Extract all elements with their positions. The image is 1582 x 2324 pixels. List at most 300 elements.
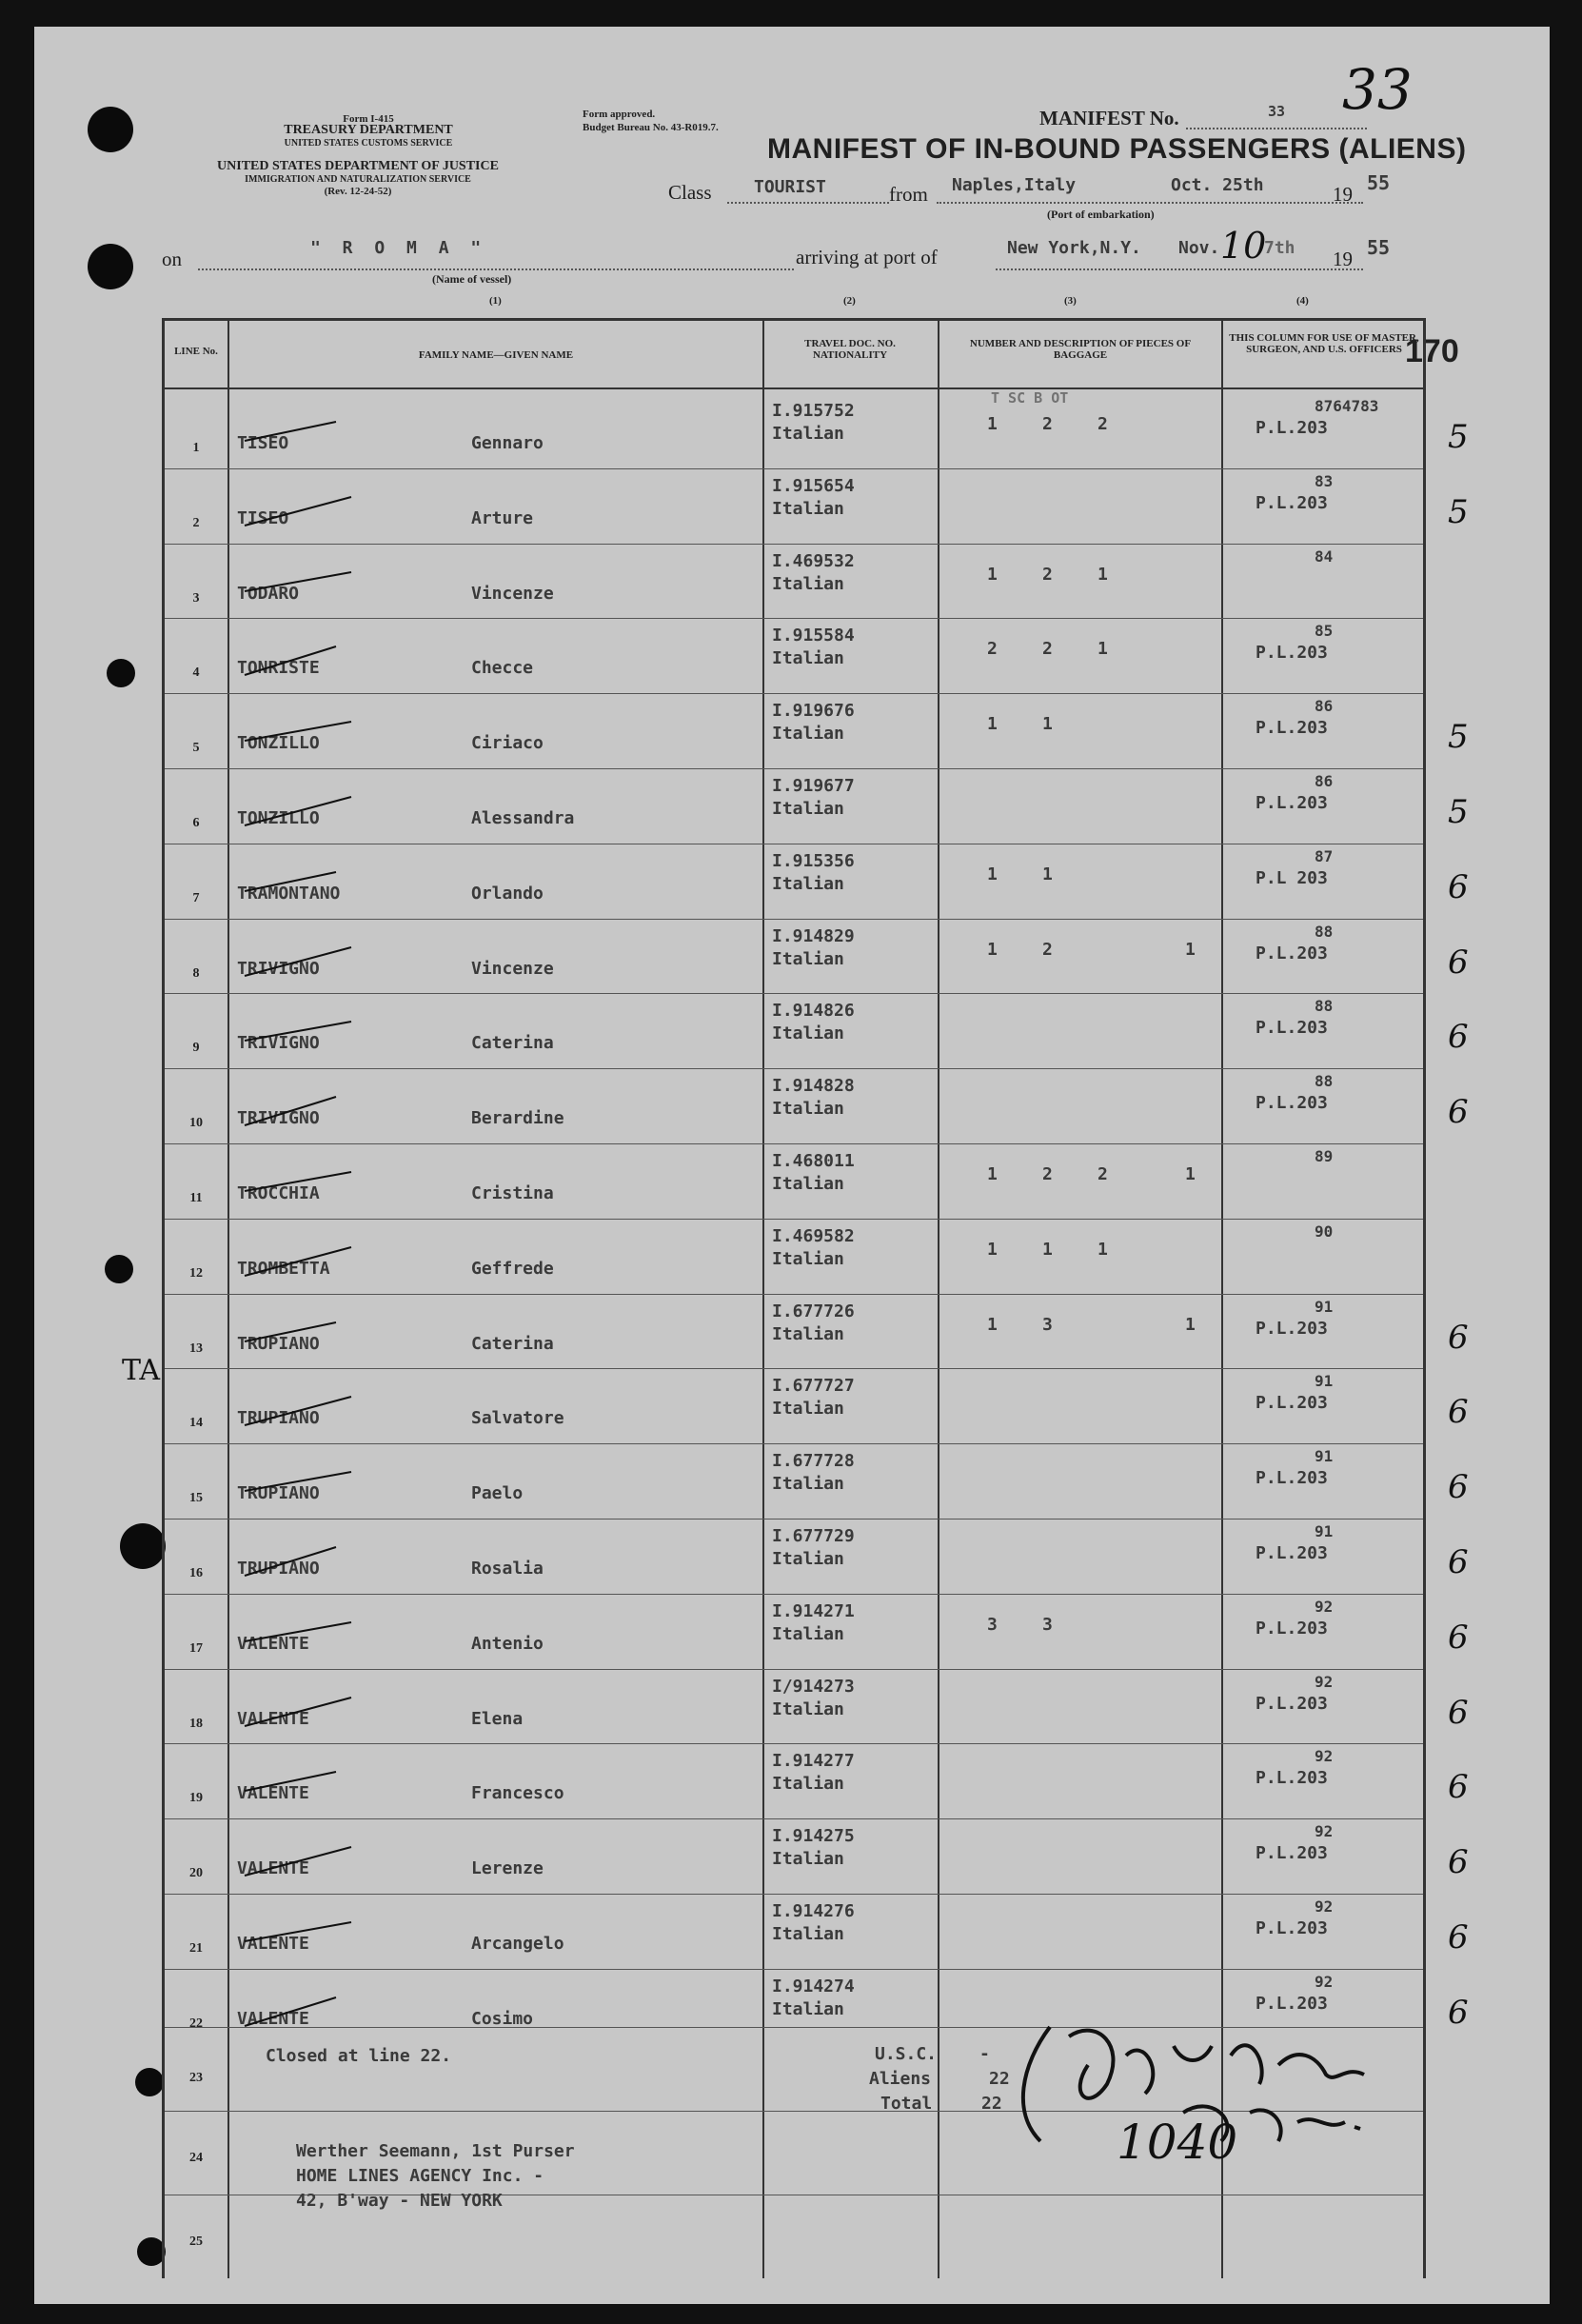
check-mark: [231, 544, 365, 618]
public-law-note: P.L.203: [1256, 1093, 1328, 1114]
line-number: 6: [192, 816, 200, 830]
public-law-note: P.L.203: [1256, 1693, 1328, 1714]
family-name: TONZILLO: [237, 808, 320, 828]
nationality: Italian: [772, 1174, 844, 1194]
baggage-count: 1: [1042, 714, 1053, 735]
public-law-note: P.L.203: [1256, 1843, 1328, 1864]
nationality: Italian: [772, 498, 844, 519]
arrival-year-prefix: 19: [1333, 248, 1353, 270]
nationality: Italian: [772, 648, 844, 669]
total-value: 22: [981, 2094, 1002, 2114]
nationality: Italian: [772, 1099, 844, 1120]
punch-hole: [88, 244, 133, 289]
family-name: TRIVIGNO: [237, 1033, 320, 1054]
baggage-count: 1: [987, 1164, 998, 1184]
travel-doc-number: I.677729: [772, 1526, 855, 1546]
col-head-baggage: NUMBER AND DESCRIPTION OF PIECES OF BAGGAGE: [969, 338, 1192, 361]
manifest-page: [34, 27, 1550, 2304]
public-law-note: P.L.203: [1256, 1918, 1328, 1938]
table-row: [165, 1894, 1469, 1968]
from-label: from: [889, 183, 928, 206]
family-name: VALENTE: [237, 1708, 309, 1729]
public-law-note: P.L.203: [1256, 1993, 1328, 2014]
form-approved: Form approved.: [583, 109, 656, 120]
check-mark: [231, 1594, 365, 1668]
line-number: 20: [189, 1866, 203, 1881]
check-mark: [231, 1294, 365, 1368]
handwritten-code: 6: [1448, 1618, 1469, 1657]
given-name: Caterina: [471, 1033, 554, 1054]
col-number-1: (1): [489, 295, 502, 307]
embark-year-suffix: 55: [1367, 171, 1391, 194]
serial-number: 91: [1315, 1372, 1334, 1391]
handwritten-code: 5: [1448, 793, 1469, 831]
punch-hole: [107, 659, 135, 687]
travel-doc-number: I.914271: [772, 1600, 855, 1621]
check-mark: [231, 1143, 365, 1218]
col-head-officers: THIS COLUMN FOR USE OF MASTER, SURGEON, AND U.S. OFFICERS: [1229, 332, 1419, 355]
table-row: [165, 693, 1469, 767]
check-mark: [231, 919, 365, 993]
given-name: Gennaro: [471, 433, 544, 453]
given-name: Paelo: [471, 1483, 524, 1504]
check-mark: [231, 768, 365, 843]
closed-at-line: Closed at line 22.: [266, 2046, 452, 2066]
handwritten-code: 6: [1448, 1318, 1469, 1357]
travel-doc-number: I/914273: [772, 1676, 855, 1697]
nationality: Italian: [772, 1623, 844, 1644]
baggage-subheads: T SC B OT: [991, 389, 1069, 407]
manifest-no-handwritten: 33: [1342, 57, 1413, 122]
travel-doc-number: I.469532: [772, 550, 855, 571]
line-number: 2: [192, 515, 200, 530]
public-law-note: P.L.203: [1256, 643, 1328, 664]
vessel-note: (Name of vessel): [432, 272, 512, 286]
given-name: Cristina: [471, 1183, 554, 1203]
check-mark: [231, 1443, 365, 1518]
baggage-count: 1: [1185, 939, 1196, 960]
family-name: TRUPIANO: [237, 1333, 320, 1354]
serial-number: 85: [1315, 622, 1334, 641]
embark-port: Naples,Italy: [952, 175, 1077, 195]
usc-label: U.S.C.: [875, 2044, 938, 2064]
ins-service: IMMIGRATION AND NATURALIZATION SERVICE: [245, 174, 471, 185]
family-name: VALENTE: [237, 2008, 309, 2029]
justice-dept: UNITED STATES DEPARTMENT OF JUSTICE: [217, 159, 499, 173]
baggage-count: 2: [1098, 1164, 1108, 1184]
given-name: Orlando: [471, 883, 544, 904]
serial-number: 92: [1315, 1672, 1334, 1691]
serial-number: 92: [1315, 1972, 1334, 1991]
public-law-note: P.L.203: [1256, 1393, 1328, 1414]
travel-doc-number: I.919676: [772, 701, 855, 722]
line-number: 4: [192, 665, 200, 681]
table-row: [165, 1743, 1469, 1817]
public-law-note: P.L.203: [1256, 418, 1328, 438]
nationality: Italian: [772, 424, 844, 444]
nationality: Italian: [772, 1023, 844, 1044]
page-number: 170: [1405, 333, 1459, 369]
given-name: Vincenze: [471, 958, 554, 979]
nationality: Italian: [772, 573, 844, 594]
given-name: Checce: [471, 658, 534, 679]
on-label: on: [162, 248, 182, 270]
check-mark: [231, 1669, 365, 1743]
public-law-note: P.L.203: [1256, 1618, 1328, 1639]
travel-doc-number: I.915654: [772, 475, 855, 496]
line-number: 8: [192, 965, 200, 981]
serial-number: 84: [1315, 546, 1334, 566]
given-name: Arcangelo: [471, 1934, 564, 1954]
given-name: Salvatore: [471, 1408, 564, 1429]
given-name: Arture: [471, 507, 534, 528]
col-number-3: (3): [1064, 295, 1077, 307]
punch-hole: [135, 2068, 164, 2096]
public-law-note: P.L.203: [1256, 1018, 1328, 1039]
baggage-count: 1: [987, 1239, 998, 1260]
punch-hole: [120, 1523, 166, 1569]
col-head-name: FAMILY NAME—GIVEN NAME: [418, 349, 574, 361]
manifest-no: 33: [1268, 103, 1286, 120]
travel-doc-number: I.469582: [772, 1225, 855, 1246]
given-name: Vincenze: [471, 583, 554, 604]
nationality: Italian: [772, 1248, 844, 1269]
line-number: 19: [189, 1791, 203, 1806]
line-number: 11: [189, 1191, 203, 1205]
nationality: Italian: [772, 1474, 844, 1495]
table-row: [165, 1818, 1469, 1893]
table-row: [165, 919, 1469, 993]
handwritten-code: 6: [1448, 1693, 1469, 1732]
line-number: 1: [192, 441, 200, 455]
manifest-no-label: MANIFEST No.: [1039, 107, 1179, 129]
given-name: Antenio: [471, 1633, 544, 1654]
nationality: Italian: [772, 799, 844, 819]
public-law-note: P.L.203: [1256, 1768, 1328, 1789]
handwritten-code: 6: [1448, 1543, 1469, 1581]
table-row: [165, 393, 1469, 467]
baggage-count: 1: [1098, 1239, 1108, 1260]
class-label: Class: [668, 181, 712, 204]
given-name: Geffrede: [471, 1258, 554, 1279]
baggage-count: 1: [987, 864, 998, 884]
public-law-note: P.L.203: [1256, 793, 1328, 813]
travel-doc-number: I.677726: [772, 1301, 855, 1321]
handwritten-code: 6: [1448, 1918, 1469, 1957]
serial-number: 92: [1315, 1822, 1334, 1841]
nationality: Italian: [772, 1399, 844, 1420]
travel-doc-number: I.914829: [772, 925, 855, 946]
public-law-note: P.L.203: [1256, 943, 1328, 963]
handwritten-code: 5: [1448, 418, 1469, 456]
line-number: 15: [189, 1491, 203, 1506]
baggage-count: 1: [1042, 864, 1053, 884]
family-name: TONRISTE: [237, 658, 320, 679]
family-name: TRUPIANO: [237, 1408, 320, 1429]
table-row: [165, 1594, 1469, 1668]
form-rev: (Rev. 12-24-52): [324, 186, 392, 197]
check-mark: [231, 1368, 365, 1442]
line-number: 3: [192, 590, 200, 606]
serial-number: 90: [1315, 1222, 1334, 1241]
table-row: [165, 468, 1469, 543]
check-mark: [231, 1818, 365, 1893]
handwritten-number: 1040: [1117, 2115, 1238, 2170]
family-name: TROCCHIA: [237, 1183, 320, 1203]
port-embarkation-note: (Port of embarkation): [1047, 208, 1155, 221]
given-name: Alessandra: [471, 808, 575, 828]
check-mark: [231, 1219, 365, 1293]
baggage-count: 1: [1185, 1164, 1196, 1184]
family-name: TRIVIGNO: [237, 1108, 320, 1129]
table-row: [165, 768, 1469, 843]
table-row: [165, 1519, 1469, 1593]
serial-number: 83: [1315, 471, 1334, 490]
baggage-count: 2: [1042, 564, 1053, 585]
travel-doc-number: I.914275: [772, 1826, 855, 1847]
travel-doc-number: I.468011: [772, 1151, 855, 1171]
given-name: Elena: [471, 1708, 524, 1729]
table-row: [165, 618, 1423, 692]
line-number: 7: [192, 890, 200, 905]
check-mark: [231, 468, 365, 543]
officer-signature: [983, 2008, 1383, 2151]
serial-number: 86: [1315, 697, 1334, 716]
public-law-note: P.L 203: [1256, 867, 1328, 888]
family-name: TRAMONTANO: [237, 883, 341, 904]
public-law-note: P.L.203: [1256, 718, 1328, 739]
serial-number: 87: [1315, 846, 1334, 865]
line-number: 18: [189, 1716, 203, 1731]
serial-number: 92: [1315, 1597, 1334, 1616]
check-mark: [231, 1743, 365, 1817]
travel-doc-number: I.915356: [772, 850, 855, 871]
aliens-value: 22: [989, 2069, 1010, 2089]
line-number: 23: [189, 2071, 203, 2085]
table-row: [165, 544, 1423, 618]
serial-number: 88: [1315, 997, 1334, 1016]
baggage-count: 3: [987, 1614, 998, 1635]
embark-date: Oct. 25th: [1171, 175, 1264, 195]
baggage-count: 1: [1098, 639, 1108, 660]
table-row: [165, 1068, 1469, 1142]
handwritten-code: 6: [1448, 1018, 1469, 1057]
travel-doc-number: I.914276: [772, 1901, 855, 1921]
baggage-count: 1: [987, 414, 998, 434]
given-name: Francesco: [471, 1783, 564, 1804]
baggage-count: 1: [987, 714, 998, 735]
aliens-label: Aliens: [869, 2069, 932, 2089]
check-mark: [231, 693, 365, 767]
line-number: 21: [189, 1941, 203, 1956]
table-row: [165, 1669, 1469, 1743]
nationality: Italian: [772, 1774, 844, 1795]
handwritten-code: 6: [1448, 943, 1469, 982]
travel-doc-number: I.677728: [772, 1451, 855, 1472]
family-name: TISEO: [237, 433, 289, 453]
baggage-count: 2: [987, 639, 998, 660]
family-name: TODARO: [237, 583, 300, 604]
class-value: TOURIST: [754, 177, 826, 197]
handwritten-code: 6: [1448, 1393, 1469, 1432]
purser-name: Werther Seemann, 1st Purser: [296, 2141, 575, 2161]
family-name: TRUPIANO: [237, 1483, 320, 1504]
nationality: Italian: [772, 1924, 844, 1944]
public-law-note: P.L.203: [1256, 1543, 1328, 1563]
baggage-count: 2: [1042, 414, 1053, 434]
line-number: 16: [189, 1566, 203, 1580]
table-row: [165, 1143, 1423, 1218]
serial-number: 86: [1315, 772, 1334, 790]
nationality: Italian: [772, 873, 844, 894]
table-row: [165, 844, 1469, 918]
handwritten-code: 5: [1448, 718, 1469, 757]
given-name: Ciriaco: [471, 733, 544, 754]
given-name: Caterina: [471, 1333, 554, 1354]
given-name: Lerenze: [471, 1858, 544, 1879]
customs-service: UNITED STATES CUSTOMS SERVICE: [284, 138, 453, 149]
treasury-dept: TREASURY DEPARTMENT: [284, 123, 453, 137]
baggage-count: 2: [1042, 939, 1053, 960]
arrival-day-handwritten: 10: [1220, 225, 1267, 267]
check-mark: [231, 393, 365, 467]
check-mark: [231, 1894, 365, 1968]
line-number: 5: [192, 741, 200, 756]
nationality: Italian: [772, 1549, 844, 1569]
line-number: 10: [189, 1116, 203, 1131]
agency-name: HOME LINES AGENCY Inc. -: [296, 2166, 544, 2186]
serial-number: 92: [1315, 1747, 1334, 1766]
line-number: 12: [189, 1265, 203, 1281]
check-mark: [231, 993, 365, 1067]
arrival-day-typed: 7th: [1264, 238, 1295, 258]
total-label: Total: [880, 2094, 933, 2114]
baggage-count: 2: [1042, 1164, 1053, 1184]
family-name: VALENTE: [237, 1633, 309, 1654]
embark-year-prefix: 19: [1333, 183, 1353, 206]
serial-number: 88: [1315, 1072, 1334, 1091]
nationality: Italian: [772, 1998, 844, 2019]
line-number: 14: [189, 1416, 203, 1431]
check-mark: [231, 618, 365, 692]
handwritten-code: 6: [1448, 1843, 1469, 1882]
travel-doc-number: I.915584: [772, 626, 855, 646]
baggage-count: 1: [1185, 1314, 1196, 1335]
arrival-month: Nov.: [1178, 238, 1220, 258]
family-name: VALENTE: [237, 1934, 309, 1954]
baggage-count: 2: [1098, 414, 1108, 434]
col-head-doc: TRAVEL DOC. NO. NATIONALITY: [804, 338, 896, 361]
line-number: 25: [189, 2235, 203, 2249]
travel-doc-number: I.677727: [772, 1376, 855, 1397]
punch-hole: [105, 1255, 133, 1283]
serial-number: 91: [1315, 1522, 1334, 1540]
manifest-title: MANIFEST OF IN-BOUND PASSENGERS (ALIENS): [767, 133, 1467, 165]
serial-number: 88: [1315, 922, 1334, 941]
check-mark: [231, 1068, 365, 1142]
check-mark: [231, 844, 365, 918]
arriving-label: arriving at port of: [796, 246, 938, 268]
travel-doc-number: I.919677: [772, 776, 855, 796]
line-number: 9: [192, 1041, 200, 1056]
baggage-count: 2: [1042, 639, 1053, 660]
handwritten-code: 6: [1448, 867, 1469, 906]
travel-doc-number: I.914274: [772, 1976, 855, 1996]
col-number-4: (4): [1296, 295, 1309, 307]
handwritten-code: 6: [1448, 1468, 1469, 1507]
baggage-count: 3: [1042, 1314, 1053, 1335]
public-law-note: P.L.203: [1256, 1468, 1328, 1489]
family-name: VALENTE: [237, 1858, 309, 1879]
handwritten-code: 6: [1448, 1093, 1469, 1132]
serial-number: 91: [1315, 1447, 1334, 1466]
nationality: Italian: [772, 1849, 844, 1870]
agency-address: 42, B'way - NEW YORK: [296, 2191, 503, 2211]
travel-doc-number: I.914828: [772, 1076, 855, 1097]
baggage-count: 1: [987, 564, 998, 585]
check-mark: [231, 1519, 365, 1593]
serial-number: 91: [1315, 1297, 1334, 1316]
handwritten-code: 6: [1448, 1768, 1469, 1807]
baggage-count: 1: [987, 939, 998, 960]
table-row: [165, 1443, 1469, 1518]
family-name: TRUPIANO: [237, 1559, 320, 1579]
first-serial-number: 8764783: [1315, 397, 1379, 415]
serial-number: 89: [1315, 1147, 1334, 1165]
table-row: [165, 993, 1469, 1067]
nationality: Italian: [772, 1698, 844, 1719]
col-head-line: LINE No.: [174, 346, 218, 357]
line-number: 17: [189, 1640, 203, 1656]
punch-hole: [88, 107, 133, 152]
line-number: 24: [189, 2151, 203, 2165]
form-id: Form I-415: [343, 113, 394, 125]
arrival-port: New York,N.Y.: [1007, 238, 1141, 258]
family-name: TRIVIGNO: [237, 958, 320, 979]
given-name: Cosimo: [471, 2008, 534, 2029]
baggage-count: 1: [1042, 1239, 1053, 1260]
given-name: Berardine: [471, 1108, 564, 1129]
given-name: Rosalia: [471, 1559, 544, 1579]
col-number-2: (2): [843, 295, 856, 307]
passenger-rows: [165, 393, 1469, 2278]
handwritten-code: 6: [1448, 1993, 1469, 2032]
baggage-count: 1: [987, 1314, 998, 1335]
line-number: 13: [189, 1341, 203, 1356]
budget-bureau: Budget Bureau No. 43-R019.7.: [583, 122, 719, 133]
family-name: TISEO: [237, 507, 289, 528]
public-law-note: P.L.203: [1256, 1318, 1328, 1339]
serial-number: 92: [1315, 1897, 1334, 1916]
nationality: Italian: [772, 948, 844, 969]
line-number: 22: [189, 2016, 203, 2031]
baggage-count: 1: [1098, 564, 1108, 585]
family-name: TROMBETTA: [237, 1258, 330, 1279]
nationality: Italian: [772, 1323, 844, 1344]
travel-doc-number: I.914277: [772, 1751, 855, 1772]
ta-mark: TA: [122, 1354, 161, 1387]
table-row: [165, 1368, 1469, 1442]
vessel-name: " R O M A ": [310, 238, 487, 258]
family-name: TONZILLO: [237, 733, 320, 754]
family-name: VALENTE: [237, 1783, 309, 1804]
table-row: [165, 1219, 1423, 1293]
table-row: [165, 1294, 1469, 1368]
travel-doc-number: I.915752: [772, 401, 855, 421]
public-law-note: P.L.203: [1256, 492, 1328, 513]
baggage-count: 3: [1042, 1614, 1053, 1635]
nationality: Italian: [772, 724, 844, 745]
